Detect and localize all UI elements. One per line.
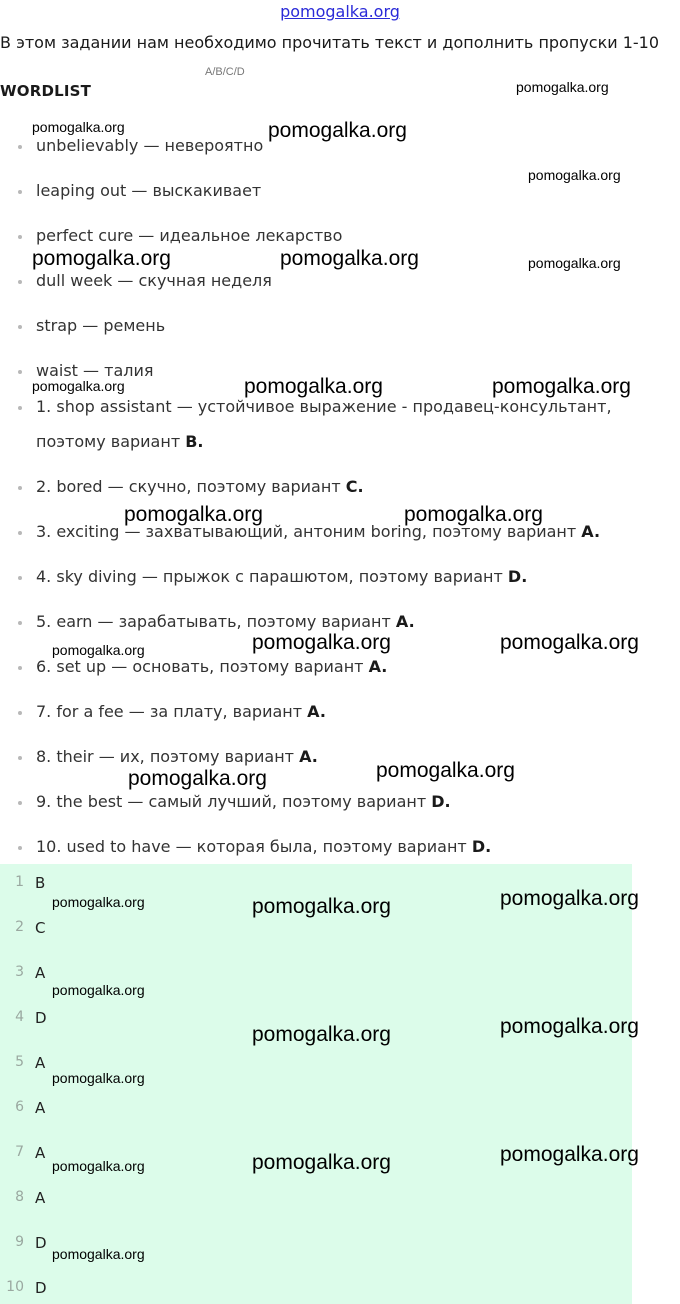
watermark: pomogalka.org xyxy=(376,759,515,782)
bullet-icon xyxy=(18,801,22,805)
bullet-icon xyxy=(18,145,22,149)
wordlist-heading: WORDLIST xyxy=(0,82,92,100)
watermark: pomogalka.org xyxy=(252,631,391,654)
list-item: 3. exciting — захватывающий, антоним boring, поэтому вариант A. xyxy=(36,522,600,541)
watermark: pomogalka.org xyxy=(52,1246,145,1262)
bullet-icon xyxy=(18,486,22,490)
watermark: pomogalka.org xyxy=(52,1070,145,1086)
watermark: pomogalka.org xyxy=(500,1015,639,1038)
bullet-icon xyxy=(18,406,22,410)
list-item: strap — ремень xyxy=(36,316,165,335)
answer-table: 1 B 2 C 3 A 4 D 5 A 6 A 7 A 8 A 9 D 10 D xyxy=(0,864,632,1304)
list-item: leaping out — выскакивает xyxy=(36,181,261,200)
bullet-icon xyxy=(18,576,22,580)
watermark: pomogalka.org xyxy=(52,982,145,998)
watermark: pomogalka.org xyxy=(252,895,391,918)
bullet-icon xyxy=(18,280,22,284)
bullet-icon xyxy=(18,235,22,239)
faint-label: A/B/C/D xyxy=(205,66,245,75)
list-item: 6. set up — основать, поэтому вариант A. xyxy=(36,657,387,676)
watermark: pomogalka.org xyxy=(52,642,145,658)
watermark: pomogalka.org xyxy=(404,503,543,526)
list-item: 2. bored — скучно, поэтому вариант C. xyxy=(36,477,364,496)
list-item: 9. the best — самый лучший, поэтому вариант D. xyxy=(36,792,451,811)
bullet-icon xyxy=(18,846,22,850)
bullet-icon xyxy=(18,531,22,535)
watermark: pomogalka.org xyxy=(244,375,383,398)
watermark: pomogalka.org xyxy=(252,1023,391,1046)
watermark: pomogalka.org xyxy=(52,1158,145,1174)
site-link[interactable]: pomogalka.org xyxy=(280,2,400,21)
intro-text: В этом задании нам необходимо прочитать текст и дополнить пропуски 1-10 xyxy=(0,33,660,52)
watermark: pomogalka.org xyxy=(252,1151,391,1174)
watermark: pomogalka.org xyxy=(280,247,419,270)
watermark: pomogalka.org xyxy=(32,119,125,135)
list-item: 8. their — их, поэтому вариант A. xyxy=(36,747,318,766)
watermark: pomogalka.org xyxy=(32,378,125,394)
watermark: pomogalka.org xyxy=(528,255,621,271)
list-item: dull week — скучная неделя xyxy=(36,271,272,290)
list-item: 4. sky diving — прыжок с парашютом, поэтому вариант D. xyxy=(36,567,527,586)
list-item: unbelievably — невероятно xyxy=(36,136,263,155)
list-item: 1. shop assistant — устойчивое выражение - продавец-консультант, xyxy=(36,397,612,416)
list-item: 5. earn — зарабатывать, поэтому вариант A. xyxy=(36,612,415,631)
watermark: pomogalka.org xyxy=(124,503,263,526)
list-item: waist — талия xyxy=(36,361,154,380)
bullet-icon xyxy=(18,711,22,715)
list-item: 7. for a fee — за плату, вариант A. xyxy=(36,702,326,721)
watermark: pomogalka.org xyxy=(500,887,639,910)
watermark: pomogalka.org xyxy=(268,119,407,142)
watermark: pomogalka.org xyxy=(500,1143,639,1166)
list-item: perfect cure — идеальное лекарство xyxy=(36,226,342,245)
watermark: pomogalka.org xyxy=(500,631,639,654)
watermark: pomogalka.org xyxy=(32,247,171,270)
bullet-icon xyxy=(18,370,22,374)
watermark: pomogalka.org xyxy=(516,79,609,95)
bullet-icon xyxy=(18,666,22,670)
bullet-icon xyxy=(18,756,22,760)
bullet-icon xyxy=(18,190,22,194)
bullet-icon xyxy=(18,621,22,625)
watermark: pomogalka.org xyxy=(492,375,631,398)
list-item: 10. used to have — которая была, поэтому вариант D. xyxy=(36,837,491,856)
watermark: pomogalka.org xyxy=(52,894,145,910)
watermark: pomogalka.org xyxy=(128,767,267,790)
watermark: pomogalka.org xyxy=(528,167,621,183)
list-item-continuation: поэтому вариант B. xyxy=(36,432,204,451)
bullet-icon xyxy=(18,325,22,329)
